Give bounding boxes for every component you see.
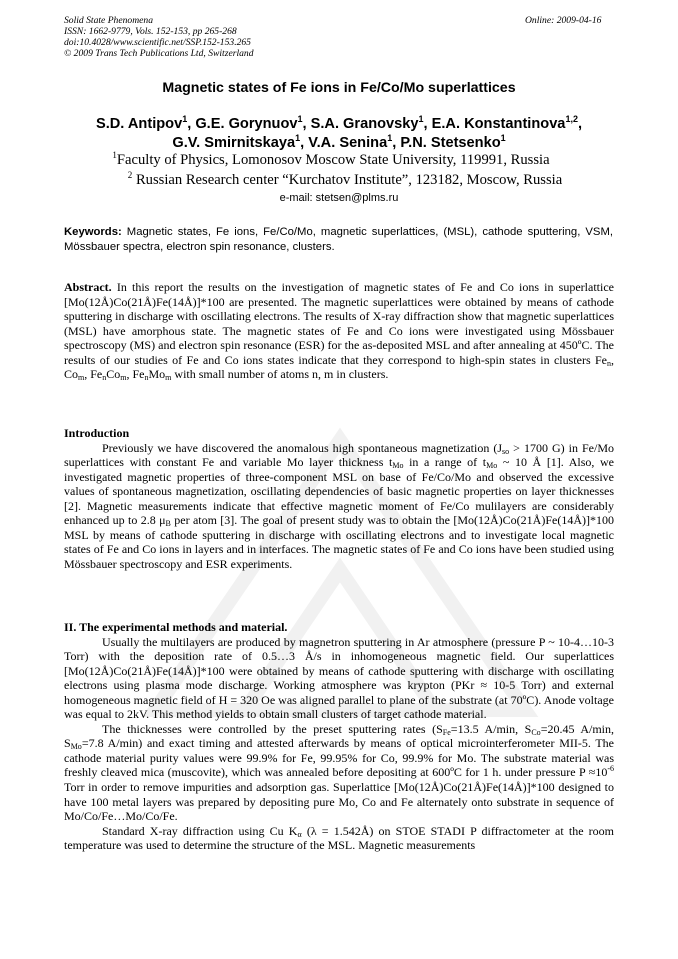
- author: S.A. Granovsky: [310, 116, 419, 132]
- author: P.N. Stetsenko: [400, 135, 501, 151]
- affiliation-number: 2: [127, 170, 133, 181]
- author-sup: 1,2: [565, 114, 578, 125]
- subscript: m: [120, 373, 127, 383]
- subscript: n: [144, 373, 149, 383]
- author-sup: 1: [297, 114, 303, 125]
- author-sup: 1: [418, 114, 424, 125]
- author: G.E. Gorynuov: [195, 116, 298, 132]
- affiliation-text: Russian Research center “Kurchatov Institute”, 123182, Moscow, Russia: [135, 172, 563, 188]
- abstract-label: Abstract.: [64, 280, 112, 294]
- affiliation-1: [0, 152, 670, 169]
- keywords: [64, 225, 613, 255]
- paragraph: The thicknesses were controlled by the preset sputtering rates ($S_{Fe}=13.5$ A/min, $S_{Co}=20.45$ A/min, $S_{Mo}=7.8$ A/min) and exact timing and attested afterwards by means of optical microinterferometer MII-5. The cathode material purity values were 99.9% for Fe, 99.95% for Co, 99.9% for Mo. The substrate material was freshly cleaved mica (muscovite), which was annealed before depositing at 600ºC for 1 h. under pressure $P \approx 10^{-6}$ Torr in order to remove impurities and adsorption gas. Superlattice [Mo(12Å)Co(21Å)Fe(14Å)]*100 designed to have 100 metal layers was prepared by depositing pure Mo, Co and Fe alternately onto substrate in sequence of Mo/Co/Fe…Mo/Co/Fe.: [64, 721, 615, 824]
- introduction-section: [64, 426, 614, 571]
- author: V.A. Senina: [308, 135, 388, 151]
- paragraph: Previously we have discovered the anomalous high spontaneous magnetization ($J_{so} > 1700$ G) in Fe/Mo superlattices with constant Fe and variable Mo layer thickness $t_{Mo}$ in a range of $t_{Mo}$ ~ 10 Å [1]. Also, we investigated magnetic properties of three-component MSL on base of Fe/Co/Mo and observed the excessive values of spontaneous magnetization, oscillating dependencies of basic magnetic properties on layer thicknesses [2]. Magnetic measurements indicate that effective magnetic moment of Fe/Co mulilayers are considerably enhanced up to 2.8 $\mu_B$ per atom [3]. The goal of present study was to obtain the [Mo(12Å)Co(21Å)Fe(14Å)]*100 MSL by means of cathode sputtering in discharge with oscillating electrons and to investigate local magnetic states of Fe and Co ions in layers and in interfaces. The magnetic states of Fe and Co ions have been studied using Mössbauer spectroscopy and ESR experiments.: [64, 440, 615, 571]
- affiliation-number: 1: [112, 150, 117, 161]
- author: E.A. Konstantinova: [431, 116, 566, 132]
- methods-section: [64, 620, 614, 853]
- author-sup: 1: [387, 133, 393, 144]
- paragraph: Usually the multilayers are produced by magnetron sputtering in Ar atmosphere (pressure P ~ 10-4…10-3 Torr) with the deposition rate of 0.5…3 Å/s in inhomogeneous magnetic field. Our superlattices [Mo(12Å)Co(21Å)Fe(14Å)]*100 were obtained by means of cathode sputtering with discharge with oscillating electrons using plasma mode discharge. Working atmosphere was krypton (PKr ≈ 10-5 Torr) and external homogeneous magnetic field of H = 320 Oe was aligned parallel to plane of the substrate (at 70ºC). Anode voltage was equal to 2kV. This method yields to obtain small clusters of target cathode material.: [64, 634, 614, 722]
- abstract: [64, 280, 614, 382]
- subscript: n: [607, 358, 611, 368]
- abstract-text: , Fe: [126, 367, 145, 382]
- author: G.V. Smirnitskaya: [172, 135, 296, 151]
- abstract-text: Mo: [148, 367, 166, 382]
- author-list: S.D. Antipov$^1$, G.E. Gorynuov$^1$, S.A. Granovsky$^1$, E.A. Konstantinova$^{1,2}$, G.V. Smirnitskaya$^1$, V.A. Senina$^1$, P.N. Stetsenko$^1$: [95, 114, 583, 151]
- journal-header: [64, 15, 254, 59]
- subscript: n: [102, 373, 107, 383]
- abstract-text: with small number of atoms n, m in clusters.: [171, 367, 389, 382]
- author-sup: 1: [182, 114, 188, 125]
- author-sup: 1: [500, 133, 506, 144]
- section-heading: Introduction: [64, 426, 130, 440]
- paper-title: Magnetic states of Fe ions in Fe/Co/Mo superlattices: [162, 80, 516, 96]
- abstract-text: , Fe: [84, 367, 103, 382]
- issn-line: ISSN: 1662-9779, Vols. 152-153, pp 265-268: [64, 26, 237, 37]
- copyright-line: © 2009 Trans Tech Publications Ltd, Switzerland: [64, 48, 254, 59]
- author-sup: 1: [295, 133, 301, 144]
- abstract-text: , Co: [64, 352, 614, 382]
- contact-email: e-mail: stetsen@plms.ru: [279, 192, 399, 204]
- abstract-text: Co: [106, 367, 121, 382]
- subscript: m: [165, 373, 172, 383]
- keywords-text: Magnetic states, Fe ions, Fe/Co/Mo, magnetic superlattices, (MSL), cathode sputtering, VSM, Mössbauer spectra, electron spin resonance, clusters.: [64, 226, 613, 253]
- paragraph: Standard X-ray diffraction using Cu $K_\alpha$ (λ = 1.542Å) on STOE STADI P diffractometer at the room temperature was used to determine the structure of the MSL. Magnetic measurements: [64, 823, 614, 853]
- doi-line: doi:10.4028/www.scientific.net/SSP.152-153.265: [64, 37, 251, 48]
- section-heading: II. The experimental methods and material.: [64, 620, 288, 634]
- abstract-text: In this report the results on the investigation of magnetic states of Fe and Co ions in superlattice [Mo(12Å)Co(21Å)Fe(14Å)]*100 are presented. The magnetic superlattices were obtained by means of cathode sputtering in discharge with oscillating electrons. The results of X-ray diffraction show that magnetic superlattices (MSL) have amorphous state. The magnetic states of Fe and Co ions were investigated using Mössbauer spectroscopy (MS) and electron spin resonance (ESR) for the as-deposited MSL and after annealing at 450ºC. The results of our studies of Fe and Co ions states indicate that they correspond to high-spin states in clusters Fe: [64, 280, 614, 367]
- online-date: Online: 2009-04-16: [525, 15, 602, 26]
- journal-name: Solid State Phenomena: [64, 15, 153, 26]
- author: S.D. Antipov: [95, 116, 183, 132]
- affiliation-2: [6, 172, 678, 189]
- subscript: m: [78, 373, 85, 383]
- affiliation-text: Faculty of Physics, Lomonosov Moscow State University, 119991, Russia: [116, 152, 550, 168]
- keywords-label: Keywords:: [64, 226, 122, 238]
